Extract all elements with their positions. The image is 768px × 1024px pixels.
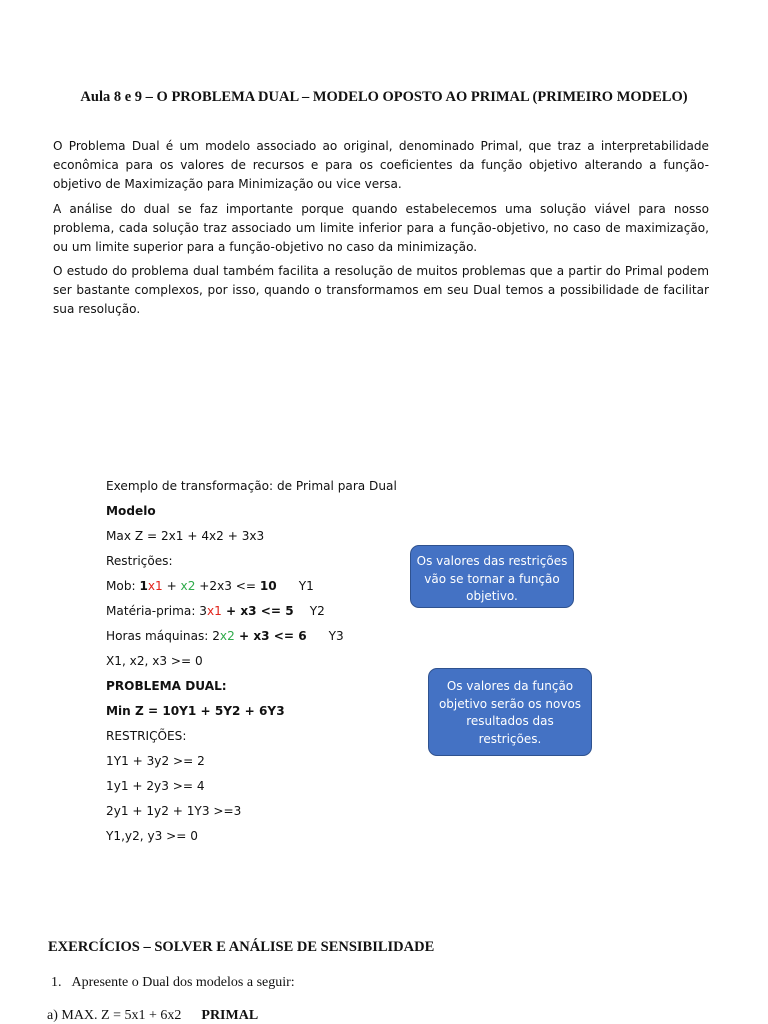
constraint-horas-rest: + x3 <= 6 [234,629,307,643]
exercise-1 [51,975,295,991]
callout-funcao-line-2: objetivo serão os novos [438,696,582,711]
dual-constraint-1: 1Y1 + 3y2 >= 2 [106,754,205,768]
exercise-1-number: 1. [51,975,62,990]
constraint-mob-coef: 1 [139,579,148,593]
dual-var-y2: Y2 [309,604,325,618]
constraint-mob-rhs: 10 [259,579,277,593]
constraint-horas-label: Horas máquinas: 2 [106,629,220,643]
dual-constraints-label: RESTRIÇÕES: [106,729,187,743]
paragraph-2: A análise do dual se faz importante porque quando estabelecemos uma solução viável para nosso problema, cada solução traz associado um limite inferior para a função-objetivo, no caso de maximização, ou um limite superior para a função-objetivo no caso da minimização. [53,202,709,254]
constraint-materia-x1: x1 [206,604,222,618]
dual-var-y3: Y3 [328,629,344,643]
constraint-horas-x2: x2 [219,629,235,643]
constraint-materia [106,604,325,618]
callout-funcao-line-4: restrições. [478,731,542,746]
dual-objective: Min Z = 10Y1 + 5Y2 + 6Y3 [106,704,285,718]
exercise-a-text: a) MAX. Z = 5x1 + 6x2 [47,1008,182,1023]
page-title: Aula 8 e 9 – O PROBLEMA DUAL – MODELO OPOSTO AO PRIMAL (PRIMEIRO MODELO) [80,89,688,105]
dual-constraint-2: 1y1 + 2y3 >= 4 [106,779,205,793]
callout-restricoes-line-1: Os valores das restrições [416,554,568,568]
paragraph-3: O estudo do problema dual também facilita a resolução de muitos problemas que a partir do Primal podem ser bastante complexos, por isso, quando o transformamos em seu Dual temos a possibilidade de facilitar sua resolução. [53,264,709,316]
exercises-heading: EXERCÍCIOS – SOLVER E ANÁLISE DE SENSIBILIDADE [48,939,435,955]
callout-funcao-objetivo [428,668,592,756]
constraint-mob-rest: +2x3 <= [195,579,260,593]
primal-objective: Max Z = 2x1 + 4x2 + 3x3 [106,529,265,543]
example-heading: Exemplo de transformação: de Primal para Dual [106,479,397,493]
callout-funcao-line-3: resultados das [466,714,554,728]
model-label: Modelo [106,504,156,518]
dual-var-y1: Y1 [298,579,314,593]
callout-restricoes-line-2: vão se tornar a função [424,571,560,586]
paragraph-1: O Problema Dual é um modelo associado ao original, denominado Primal, que traz a interpretabilidade econômica para os valores de recursos e para os coeficientes da função objetivo alterando a função-objetivo de Maximização para Minimização ou vice versa. [53,139,709,191]
dual-heading: PROBLEMA DUAL: [106,679,227,693]
exercise-a [47,1008,258,1024]
exercise-a-tag: PRIMAL [201,1008,259,1023]
dual-constraint-3: 2y1 + 1y2 + 1Y3 >=3 [106,804,242,818]
constraint-mob-x2: x2 [180,579,196,593]
callout-restricoes [410,545,574,608]
constraint-mob [106,579,314,593]
callout-restricoes-line-3: objetivo. [466,589,518,603]
constraints-label: Restrições: [106,554,173,568]
nonnegativity: X1, x2, x3 >= 0 [106,654,203,668]
exercise-1-text: Apresente o Dual dos modelos a seguir: [71,975,295,990]
callout-funcao-line-1: Os valores da função [446,679,574,693]
constraint-horas [106,629,344,643]
constraint-mob-label: Mob: [106,579,140,593]
dual-constraint-4: Y1,y2, y3 >= 0 [106,829,198,843]
constraint-materia-label: Matéria-prima: 3 [106,604,207,618]
constraint-mob-plus: + [162,579,181,593]
constraint-mob-x1: x1 [147,579,163,593]
constraint-materia-rest: + x3 <= 5 [221,604,294,618]
